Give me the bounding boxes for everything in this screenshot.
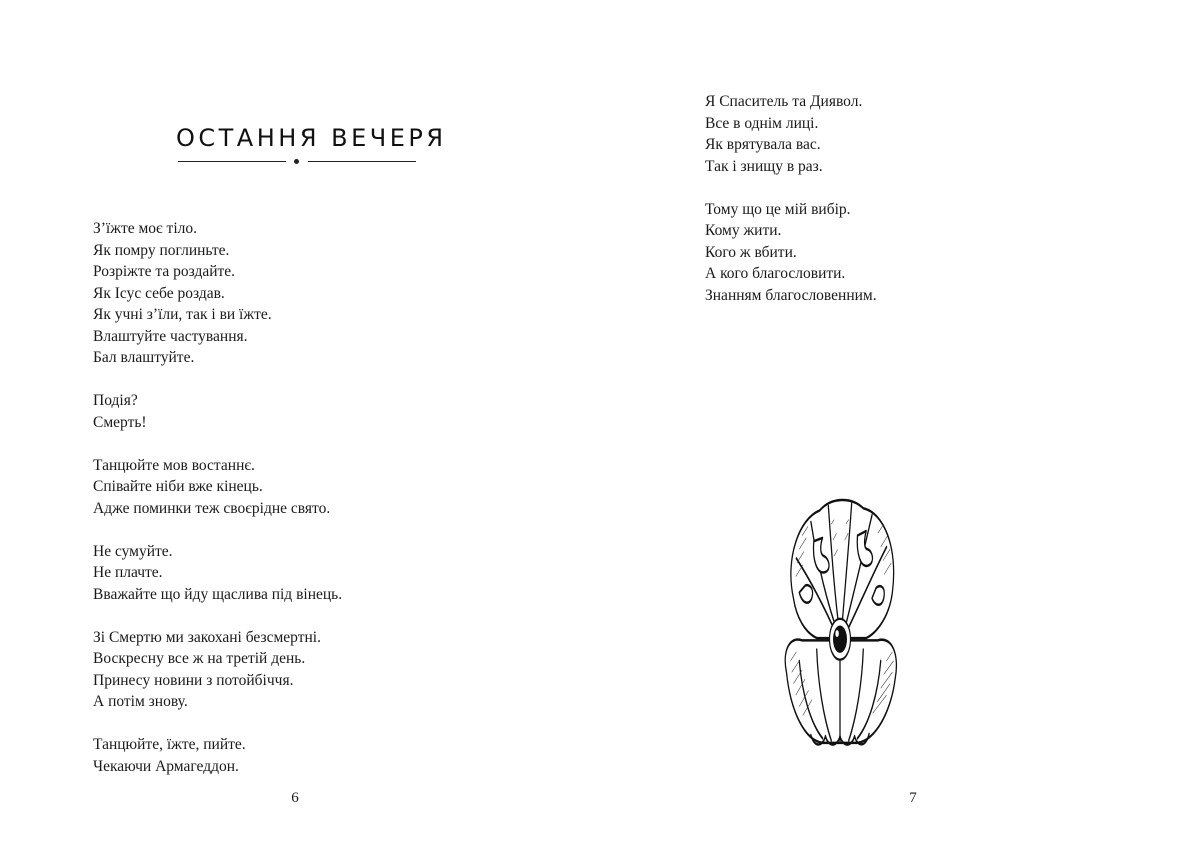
stanza [93,390,453,433]
poem-line: Кого ж вбити. [705,243,797,261]
poem-line: Вважайте що йду щаслива під вінець. [93,585,343,603]
poem-line: Не сумуйте. [93,542,173,560]
poem-line: Розріжте та роздайте. [93,263,236,280]
stanza [93,455,453,520]
poem-line: Воскресну все ж на третій день. [93,650,306,667]
poem-line: Все в однім лиці. [705,114,819,132]
poem-title: ОСТАННЯ ВЕЧЕРЯ [176,124,447,152]
poem-line: А потім знову. [93,693,188,710]
poem-line: А кого благословити. [705,265,846,282]
poem-line: Співайте ніби вже кінець. [93,478,263,495]
poem-line: Подія? [93,392,138,409]
poem-line: Принесу новини з потойбіччя. [93,671,294,689]
poem-line: Танцюйте, їжте, пийте. [93,736,246,753]
poem-line: Як врятувала вас. [705,136,821,153]
seashell-eye-illustration [776,490,904,752]
poem-line: Чекаючи Армагеддон. [93,757,239,775]
poem-line: Танцюйте мов востаннє. [93,456,255,474]
poem-text-left [93,218,453,777]
title-divider [178,157,416,167]
poem-line: Бал влаштуйте. [93,349,195,366]
poem-line: Як помру поглиньте. [93,241,230,259]
poem-line: Так і знищу в раз. [705,157,823,175]
stanza [93,627,453,713]
poem-line: Я Спаситель та Диявол. [705,93,863,110]
stanza [705,91,1005,177]
divider-dot-icon [294,159,299,164]
page-number-right: 7 [909,790,917,806]
stanza [93,218,453,369]
page-number-left: 6 [291,790,299,806]
right-page [600,0,1200,851]
poem-line: Не плачте. [93,564,163,581]
poem-line: Кому жити. [705,222,782,239]
poem-line: Влаштуйте частування. [93,327,248,345]
poem-line: Знанням благословенним. [705,286,877,304]
poem-line: Зі Смертю ми закохані безсмертні. [93,628,321,646]
poem-line: Як Ісус себе роздав. [93,284,225,302]
poem-line: Як учні з’їли, так і ви їжте. [93,306,272,323]
poem-text-right [705,91,1005,306]
stanza [705,199,1005,307]
stanza [93,734,453,777]
poem-line: З’їжте моє тіло. [93,220,197,237]
poem-line: Смерть! [93,413,147,431]
poem-line: Тому що це мій вибір. [705,200,851,218]
poem-line: Адже поминки теж своєрідне свято. [93,499,331,517]
stanza [93,541,453,606]
